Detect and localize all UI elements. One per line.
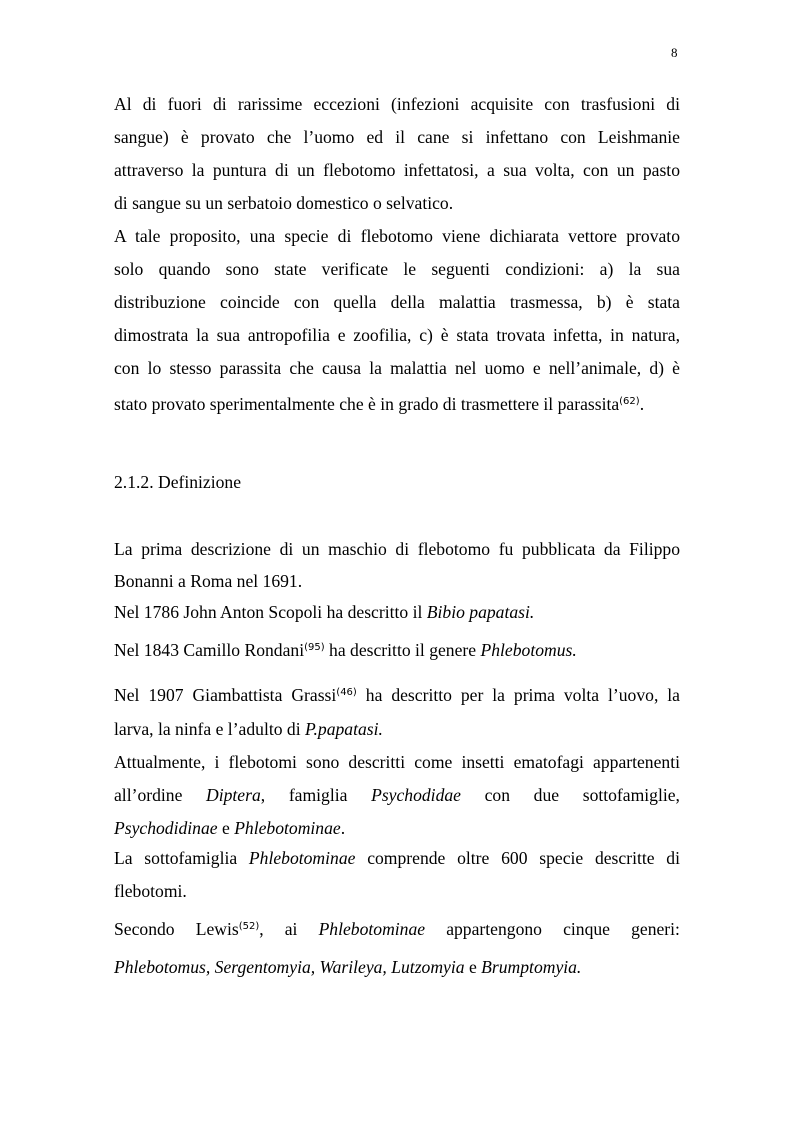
text-line [114,917,680,941]
text-run: . [639,394,645,414]
text-run: . [340,818,346,838]
text-run: Nel 1907 Giambattista Grassi [114,685,337,705]
text-run: ai [284,919,298,939]
italic-term: Phlebotominae [234,818,341,838]
text-line: A tale proposito, una specie di flebotomo viene dichiarata vettore provato [114,226,680,246]
text-run: generi: [631,919,680,939]
text-run: , [260,785,266,805]
text-run: La sottofamiglia [114,848,249,868]
text-line: attraverso la puntura di un flebotomo infettatosi, a sua volta, con un pasto [114,160,680,180]
text-line: La prima descrizione di un maschio di flebotomo fu pubblicata da Filippo [114,539,680,559]
italic-term: Diptera [206,785,261,805]
text-line: flebotomi. [114,881,187,901]
text-run: due [533,785,560,805]
italic-term: Phlebotomus, Sergentomyia, Warileya, Lutzomyia [114,957,465,977]
text-line [114,392,644,416]
italic-term: Phlebotomus. [480,640,577,660]
citation-ref: (62) [619,396,640,407]
text-run: con [484,785,511,805]
italic-term: Psychodidae [371,785,461,805]
text-run [196,919,264,939]
text-line: distribuzione coincide con quella della malattia trasmessa, b) è stata [114,292,680,312]
text-line: sangue) è provato che l’uomo ed il cane si infettano con Leishmanie [114,127,680,147]
text-run: e [217,818,235,838]
italic-term: Phlebotominae [318,919,426,939]
heading-text: 2.1.2. Definizione [114,472,242,492]
text-run: all’ordine [114,785,183,805]
text-run: ha descritto per la prima volta l’uovo, la [356,685,680,705]
text-line [114,783,680,807]
text-line [114,816,345,840]
text-line: con lo stesso parassita che causa la malattia nel uomo e nell’animale, d) è [114,358,680,378]
text-line [114,683,680,707]
text-line: di sangue su un serbatoio domestico o selvatico. [114,193,454,213]
text-run: ha descritto il genere [324,640,481,660]
text-run: comprende oltre 600 specie descritte di [355,848,680,868]
text-run: larva, la ninfa e l’adulto di [114,719,306,739]
text-run: Lewis [195,919,239,939]
text-run: famiglia [288,785,348,805]
italic-term: Brumptomyia. [481,957,582,977]
italic-term: Psychodidinae [114,818,218,838]
text-line: solo quando sono state verificate le seguenti condizioni: a) la sua [114,259,680,279]
italic-term: P.papatasi. [305,719,383,739]
text-run: cinque [563,919,610,939]
text-line [114,717,383,741]
text-run: Nel 1786 John Anton Scopoli ha descritto il [114,602,427,622]
text-run: appartengono [446,919,542,939]
text-run: stato provato sperimentalmente che è in grado di trasmettere il parassita [114,394,620,414]
text-run: Nel 1843 Camillo Rondani [114,640,305,660]
text-line [114,955,581,979]
italic-term: Phlebotominae [248,848,356,868]
citation-ref: (52) [238,921,260,932]
text-line: Al di fuori di rarissime eccezioni (infezioni acquisite con trasfusioni di [114,94,680,114]
page-number: 8 [671,45,678,60]
text-line: Attualmente, i flebotomi sono descritti come insetti ematofagi appartenenti [114,752,680,772]
text-line: dimostrata la sua antropofilia e zoofilia, c) è stata trovata infetta, in natura, [114,325,680,345]
citation-ref: (46) [336,687,357,698]
italic-term: Bibio papatasi. [426,602,535,622]
text-line [114,638,577,662]
text-line [114,600,534,624]
text-run: , [259,919,264,939]
text-run: Secondo [114,919,175,939]
text-run: sottofamiglie, [582,785,680,805]
citation-ref: (95) [304,642,325,653]
text-run: e [464,957,482,977]
text-line [114,846,680,870]
text-line: Bonanni a Roma nel 1691. [114,571,303,591]
